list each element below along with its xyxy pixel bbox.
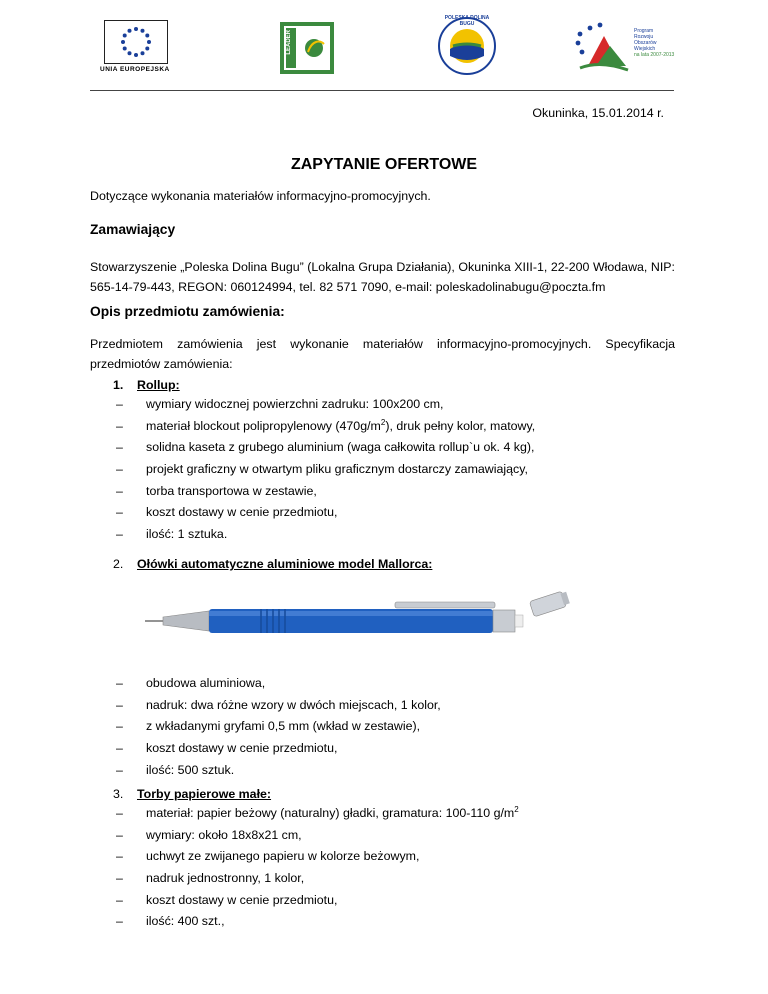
logo-bar [0, 14, 768, 74]
list-item: – wymiary widocznej powierzchni zadruku: 100x200 cm, [116, 394, 535, 416]
leader-logo [280, 22, 334, 74]
list-item-text: ), druk pełny kolor, matowy, [385, 418, 536, 433]
document-date: Okuninka, 15.01.2014 r. [532, 106, 664, 120]
client-heading: Zamawiający [90, 222, 176, 237]
header-divider [90, 90, 674, 91]
list-item: – ilość: 400 szt., [116, 911, 519, 933]
list-item-text: materiał: papier beżowy (naturalny) gładki, gramatura: 100-110 g/m [146, 806, 515, 820]
item-1-list [116, 394, 535, 546]
item-title: Rollup: [137, 378, 180, 392]
item-number: 2. [113, 557, 124, 571]
list-item: – ilość: 1 sztuka. [116, 524, 535, 546]
pencil-image [143, 588, 583, 648]
leader-text: LEADER [286, 30, 292, 55]
poleska-dolina-bugu-logo [437, 16, 497, 76]
superscript: 2 [380, 417, 386, 427]
prow-line: Wiejskich [634, 46, 656, 52]
prow-line: Obszarów [634, 40, 657, 46]
item-2-list [116, 673, 441, 781]
list-item: – projekt graficzny w otwartym pliku graficznym dostarczy zamawiający, [116, 459, 535, 481]
list-item: – solidna kaseta z grubego aluminium (waga całkowita rollup`u ok. 4 kg), [116, 437, 535, 459]
client-text: Stowarzyszenie „Poleska Dolina Bugu” (Lokalna Grupa Działania), Okuninka XIII-1, 22-200 Włodawa, NIP: 565-14-79-443, REGON: 060124994, tel. 82 571 7090, e-mail: poleskadolinabugu@poczta.fm [90, 260, 675, 294]
list-item: – koszt dostawy w cenie przedmiotu, [116, 738, 441, 760]
description-heading: Opis przedmiotu zamówienia: [90, 304, 285, 319]
prow-line: na lata 2007-2013 [634, 52, 675, 58]
pdb-text: POLESKA DOLINA BUGU [444, 15, 490, 27]
list-item: – nadruk: dwa różne wzory w dwóch miejscach, 1 kolor, [116, 695, 441, 717]
list-item: – koszt dostawy w cenie przedmiotu, [116, 890, 519, 912]
list-item: – z wkładanymi gryfami 0,5 mm (wkład w zestawie), [116, 716, 441, 738]
list-item: – koszt dostawy w cenie przedmiotu, [116, 502, 535, 524]
item-number: 1. [113, 378, 124, 392]
description-text: Przedmiotem zamówienia jest wykonanie materiałów informacyjno-promocyjnych. Specyfikacja przedmiotów zamówienia: [90, 337, 675, 371]
item-title: Ołówki automatyczne aluminiowe model Mallorca: [137, 557, 433, 571]
document-title: ZAPYTANIE OFERTOWE [290, 156, 478, 173]
eu-caption: UNIA EUROPEJSKA [100, 66, 170, 73]
item-3-list [116, 803, 519, 933]
list-item: – uchwyt ze zwijanego papieru w kolorze beżowym, [116, 846, 519, 868]
eu-flag-logo [104, 20, 168, 64]
list-item: – ilość: 500 sztuk. [116, 760, 441, 782]
list-item: – wymiary: około 18x8x21 cm, [116, 825, 519, 847]
superscript: 2 [514, 804, 519, 814]
item-number: 3. [113, 787, 124, 801]
prow-line: Rozwoju [634, 34, 654, 40]
list-item: – obudowa aluminiowa, [116, 673, 441, 695]
prow-text [634, 28, 674, 58]
list-item [116, 416, 535, 438]
item-title: Torby papierowe małe: [137, 787, 272, 801]
list-item: – nadruk jednostronny, 1 kolor, [116, 868, 519, 890]
list-item [116, 803, 519, 825]
prow-logo [570, 16, 680, 78]
eu-stars-icon [105, 21, 167, 63]
list-item-text: materiał blockout polipropylenowy (470g/m [146, 418, 381, 433]
intro-text: Dotyczące wykonania materiałów informacyjno-promocyjnych. [90, 189, 431, 203]
list-item: – torba transportowa w zestawie, [116, 481, 535, 503]
prow-line: Program [634, 28, 654, 34]
